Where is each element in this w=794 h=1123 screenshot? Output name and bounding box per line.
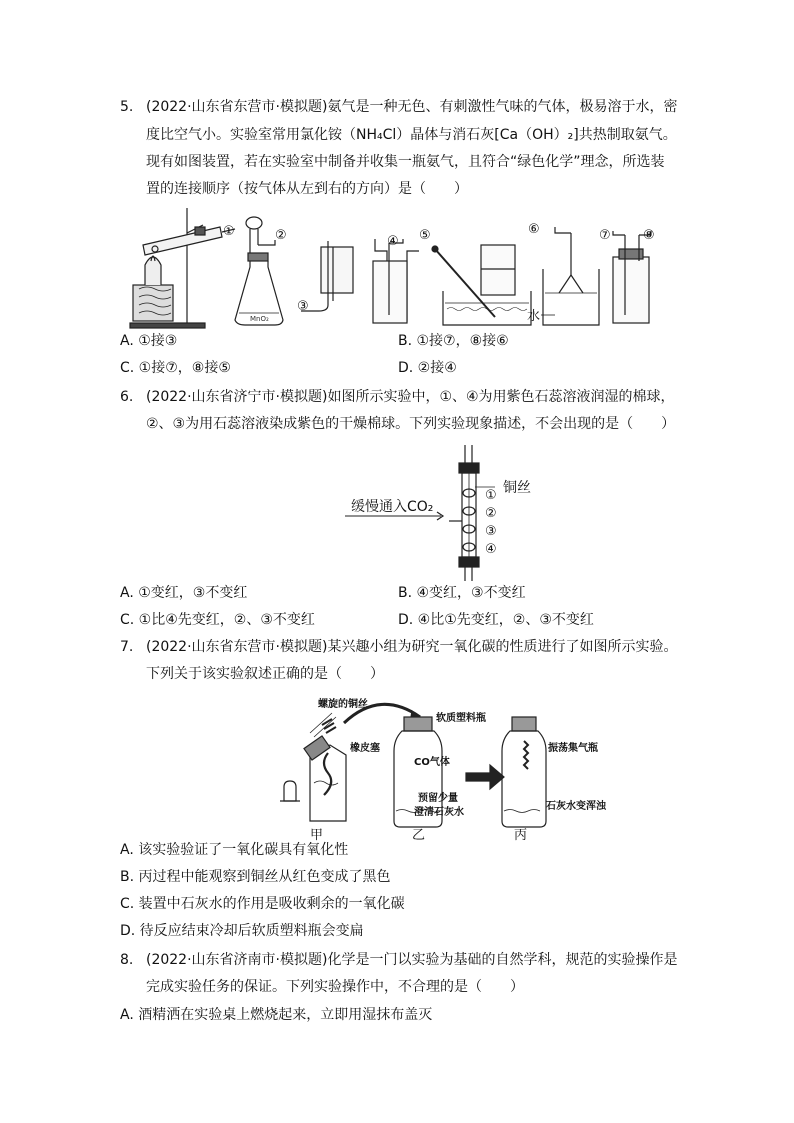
q6-ball-4: ④ <box>485 542 497 557</box>
q6-option-c[interactable]: C. ①比④先变红，②、③不变红 <box>120 612 315 628</box>
q7-part-bing <box>502 717 546 827</box>
q5-option-b[interactable]: B. ①接⑦，⑧接⑥ <box>398 333 509 349</box>
q7-label-reserve-1: 预留少量 <box>418 793 458 804</box>
q7-label-shake: 振荡集气瓶 <box>548 743 598 754</box>
q8-stem-line-2: 完成实验任务的保证。下列实验操作中，不合理的是（ ） <box>146 979 524 995</box>
q7-process-arrow <box>466 765 504 789</box>
q6-ball-2: ② <box>485 506 497 521</box>
q7-experiment-figure <box>270 693 606 843</box>
q5-label-8: ⑧ <box>643 228 655 243</box>
q5-option-d[interactable]: D. ②接④ <box>398 360 457 376</box>
q6-stem-line-1: (2022·山东省济宁市·模拟题)如图所示实验中，①、④为用紫色石蕊溶液润湿的棉球， <box>146 389 675 405</box>
q7-label-jia: 甲 <box>310 828 324 843</box>
q7-label-reserve-2: 澄清石灰水 <box>414 807 464 818</box>
q5-option-a[interactable]: A. ①接③ <box>120 333 178 349</box>
q7-stem-line-2: 下列关于该实验叙述正确的是（ ） <box>146 666 384 682</box>
q6-stem-line-2: ②、③为用石蕊溶液染成紫色的干燥棉球。下列实验现象描述，不会出现的是（ ） <box>146 416 676 432</box>
q5-label-1: ① <box>223 224 235 239</box>
q5-label-6: ⑥ <box>528 222 540 237</box>
q5-label-5: ⑤ <box>419 228 431 243</box>
q7-label-yi: 乙 <box>412 828 426 843</box>
q7-part-jia <box>280 713 346 821</box>
q7-label-bing: 丙 <box>514 828 528 843</box>
q5-stem-line-4: 置的连接顺序（按气体从左到右的方向）是（ ） <box>146 181 468 197</box>
q5-label-water: 水 <box>527 309 541 324</box>
q7-option-b[interactable]: B. 丙过程中能观察到铜丝从红色变成了黑色 <box>120 869 391 885</box>
q5-bottle-4 <box>373 239 419 323</box>
q5-label-2: ② <box>275 228 287 243</box>
q5-option-c[interactable]: C. ①接⑦，⑧接⑤ <box>120 360 231 376</box>
q5-stem-line-2: 度比空气小。实验室常用氯化铵（NH₄Cl）晶体与消石灰[Ca（OH）₂]共热制取氨气。 <box>146 127 677 143</box>
q5-label-3: ③ <box>297 299 309 314</box>
q7-option-d[interactable]: D. 待反应结束冷却后软质塑料瓶会变扁 <box>120 923 364 939</box>
q5-beaker-funnel <box>543 227 599 325</box>
q5-water-trough <box>432 245 531 325</box>
q6-label-inlet: 缓慢通入CO₂ <box>351 499 434 515</box>
q5-label-4: ④ <box>387 234 399 249</box>
q6-option-b[interactable]: B. ④变红，③不变红 <box>398 585 526 601</box>
q5-heating-apparatus <box>130 208 235 328</box>
q7-label-co: CO气体 <box>414 757 450 768</box>
q5-number: 5. <box>120 99 134 115</box>
q7-option-a[interactable]: A. 该实验验证了一氧化碳具有氧化性 <box>120 842 349 858</box>
q8-number: 8. <box>120 952 134 968</box>
q7-label-bottle: 软质塑料瓶 <box>436 713 486 724</box>
svg-text:MnO₂: MnO₂ <box>250 315 269 323</box>
q5-stem-line-3: 现有如图装置，若在实验室中制备并收集一瓶氨气，且符合“绿色化学”理念，所选装 <box>146 154 665 170</box>
q5-gas-tube-3 <box>301 241 353 311</box>
q8-option-a[interactable]: A. 酒精洒在实验桌上燃烧起来，立即用湿抹布盖灭 <box>120 1007 433 1023</box>
q6-ball-3: ③ <box>485 524 497 539</box>
q6-tube-figure <box>345 443 575 583</box>
q6-number: 6. <box>120 389 134 405</box>
q6-option-a[interactable]: A. ①变红，③不变红 <box>120 585 248 601</box>
q6-option-d[interactable]: D. ④比①先变红，②、③不变红 <box>398 612 594 628</box>
q7-option-c[interactable]: C. 装置中石灰水的作用是吸收剩余的一氧化碳 <box>120 896 405 912</box>
q6-label-wire: 铜丝 <box>503 480 531 496</box>
q7-label-rubber: 橡皮塞 <box>350 743 380 754</box>
q5-stem-line-1: (2022·山东省东营市·模拟题)氨气是一种无色、有刺激性气味的气体，极易溶于水，密 <box>146 99 678 115</box>
q5-apparatus-figure <box>125 205 665 335</box>
q7-label-turbid: 石灰水变浑浊 <box>546 801 606 812</box>
q5-wash-bottle <box>613 231 651 323</box>
q5-label-7: ⑦ <box>599 228 611 243</box>
q7-label-spiral: 螺旋的铜丝 <box>318 699 368 710</box>
q8-stem-line-1: (2022·山东省济南市·模拟题)化学是一门以实验为基础的自然学科，规范的实验操作是 <box>146 952 678 968</box>
q7-number: 7. <box>120 639 134 655</box>
q7-stem-line-1: (2022·山东省东营市·模拟题)某兴趣小组为研究一氧化碳的性质进行了如图所示实验。 <box>146 639 678 655</box>
q6-ball-1: ① <box>485 488 497 503</box>
